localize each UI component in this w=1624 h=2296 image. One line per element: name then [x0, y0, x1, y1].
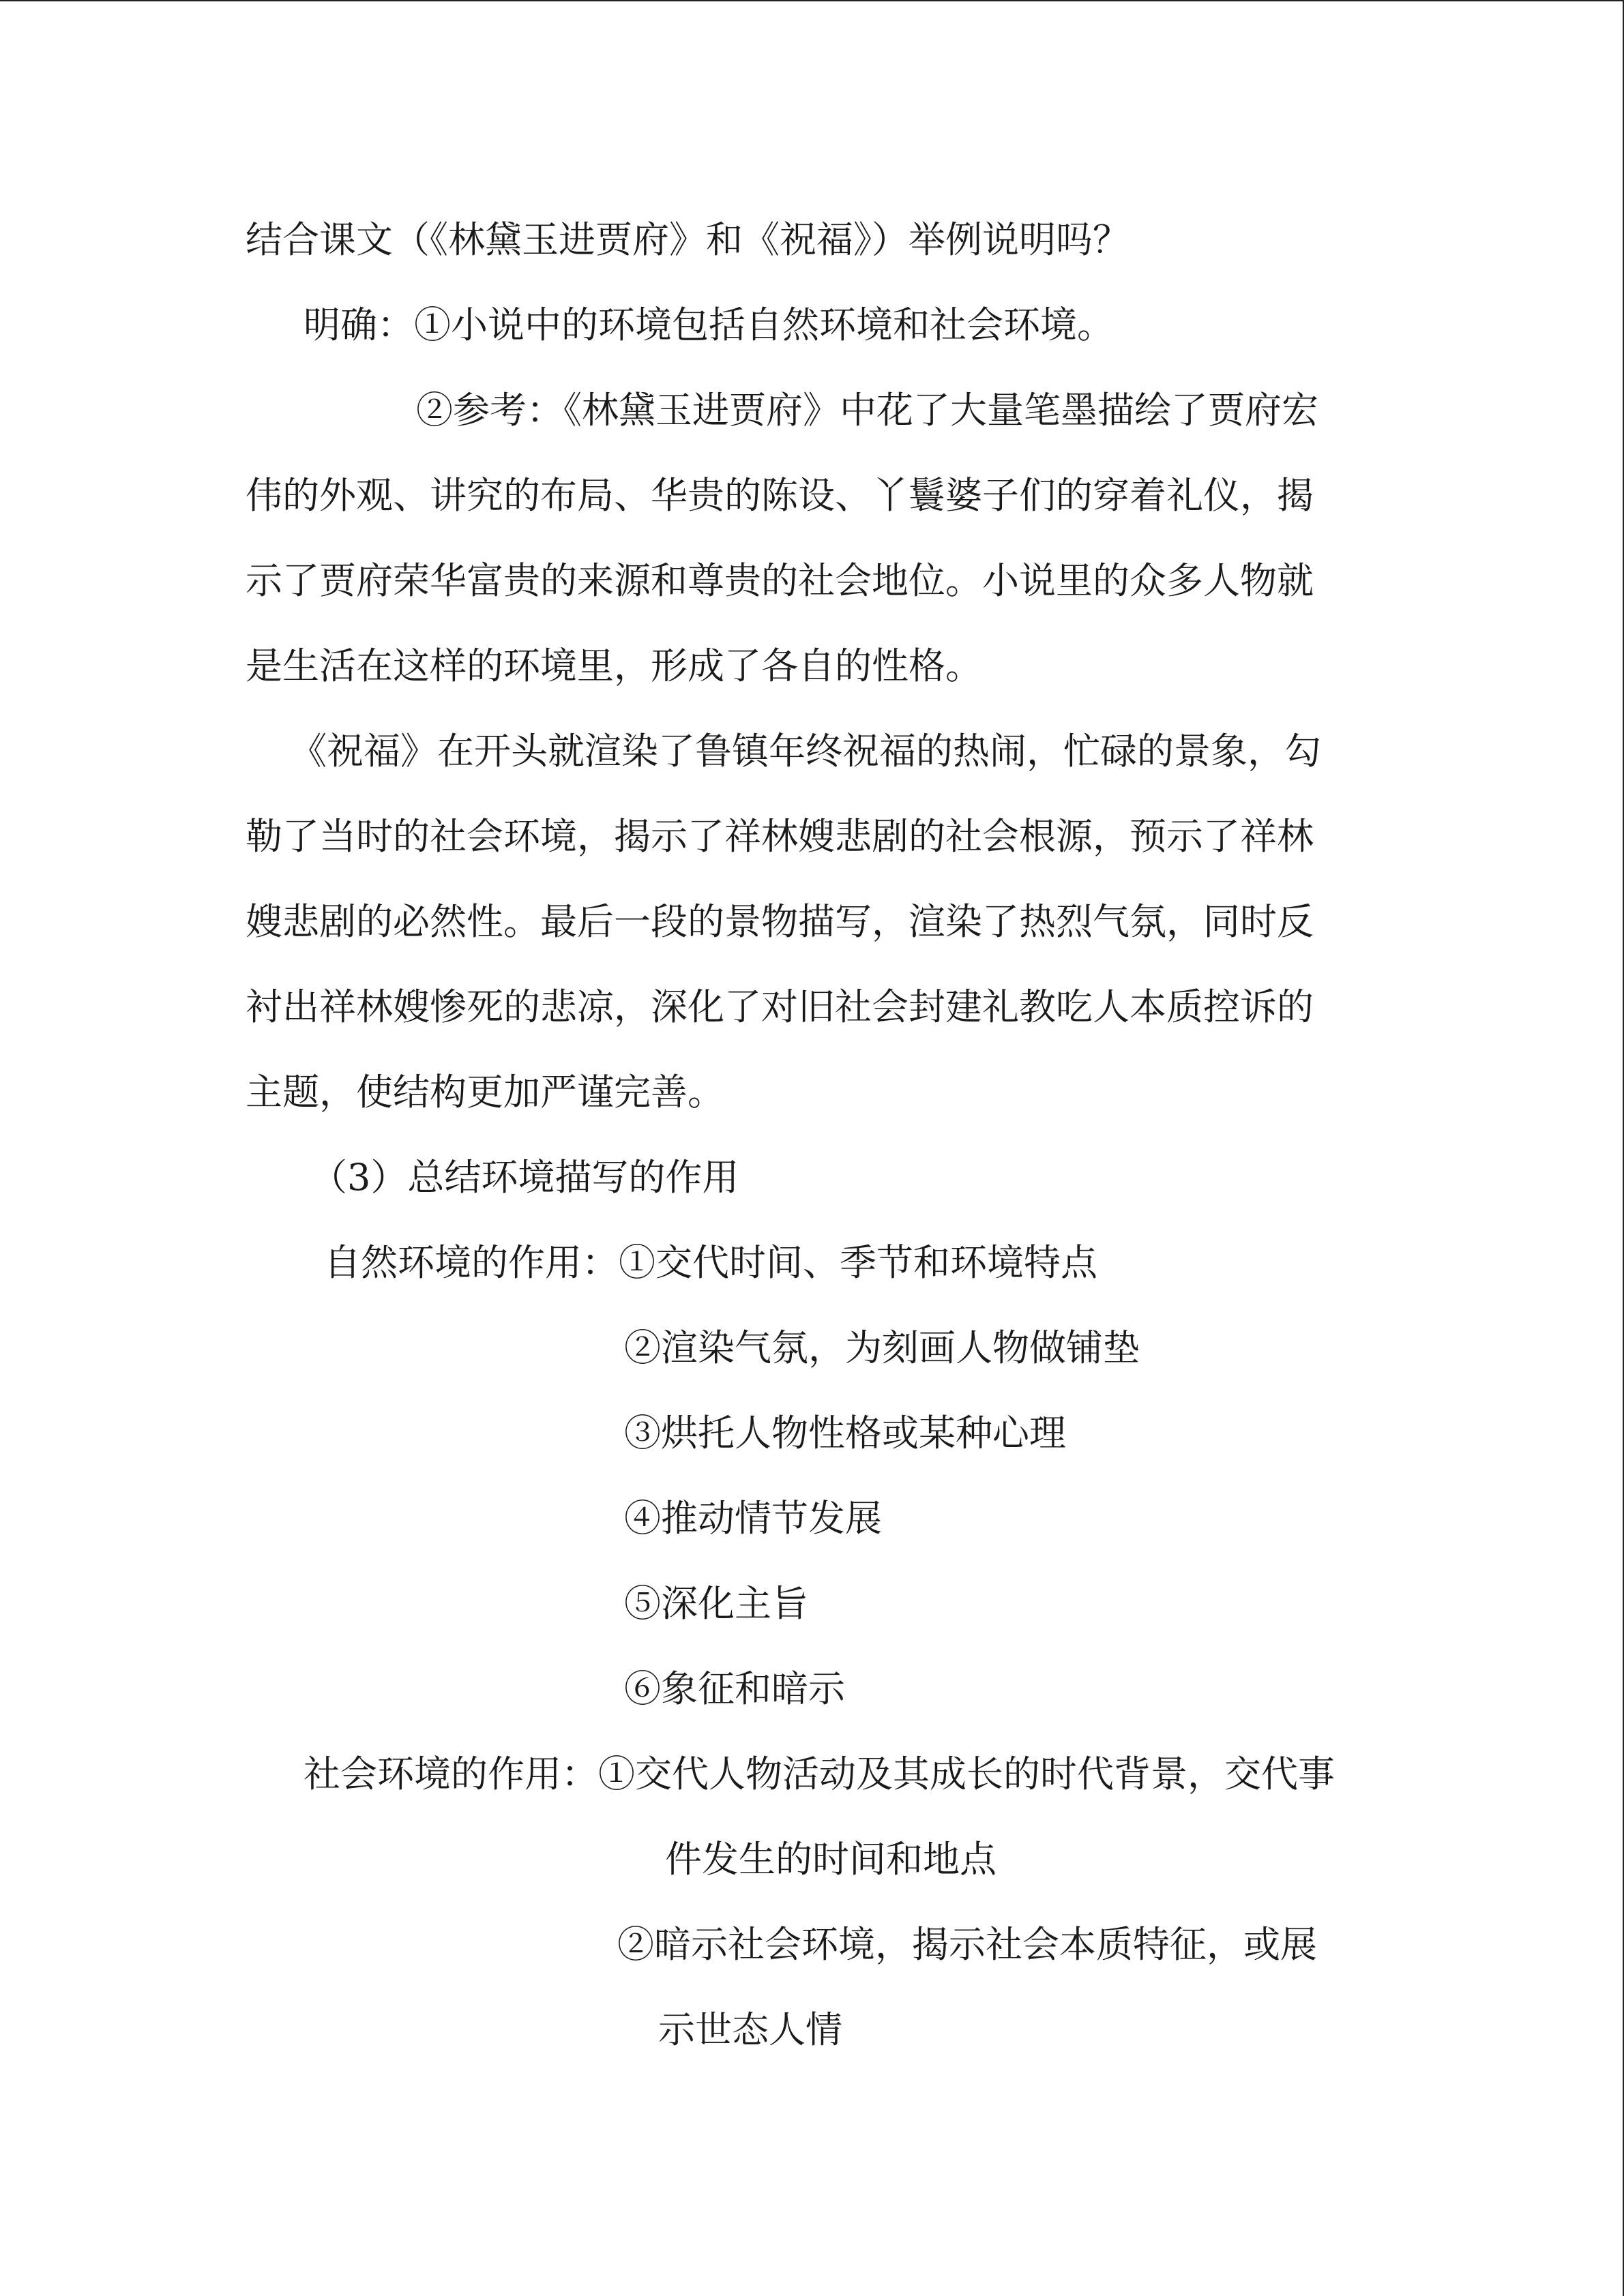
- list-item: ③烘托人物性格或某种心理: [624, 1412, 1066, 1455]
- page-top-border: [0, 0, 1624, 1]
- text-line: 主题，使结构更加严谨完善。: [246, 1071, 724, 1114]
- text-line: 是生活在这样的环境里，形成了各自的性格。: [246, 644, 982, 687]
- text-line: 明确：①小说中的环境包括自然环境和社会环境。: [304, 303, 1114, 346]
- text-line: 嫂悲剧的必然性。最后一段的景物描写，渲染了热烈气氛，同时反: [246, 900, 1314, 943]
- text-line: 自然环境的作用：①交代时间、季节和环境特点: [324, 1241, 1097, 1284]
- text-line: 《祝福》在开头就渲染了鲁镇年终祝福的热闹，忙碌的景象，勾: [290, 730, 1321, 773]
- list-item: ⑥象征和暗示: [624, 1667, 845, 1710]
- text-line: 衬出祥林嫂惨死的悲凉，深化了对旧社会封建礼教吃人本质控诉的: [246, 985, 1314, 1028]
- text-line: 结合课文（《林黛玉进贾府》和《祝福》）举例说明吗？: [246, 218, 1130, 261]
- text-line: ②参考：《林黛玉进贾府》中花了大量笔墨描绘了贾府宏: [416, 389, 1318, 432]
- text-line: 勒了当时的社会环境，揭示了祥林嫂悲剧的社会根源，预示了祥林: [246, 815, 1314, 858]
- text-line: 社会环境的作用：①交代人物活动及其成长的时代背景，交代事: [304, 1753, 1335, 1795]
- list-item: ④推动情节发展: [624, 1497, 882, 1540]
- text-line: 伟的外观、讲究的布局、华贵的陈设、丫鬟婆子们的穿着礼仪，揭: [246, 474, 1314, 517]
- text-line: 示了贾府荣华富贵的来源和尊贵的社会地位。小说里的众多人物就: [246, 559, 1314, 602]
- text-line: 件发生的时间和地点: [665, 1838, 996, 1881]
- section-heading: （3）总结环境描写的作用: [310, 1156, 739, 1199]
- list-item: ⑤深化主旨: [624, 1582, 808, 1625]
- list-item: ②暗示社会环境，揭示社会本质特征，或展: [617, 1923, 1317, 1966]
- list-item: ②渲染气氛，为刻画人物做铺垫: [624, 1326, 1140, 1369]
- text-line: 示世态人情: [658, 2008, 842, 2051]
